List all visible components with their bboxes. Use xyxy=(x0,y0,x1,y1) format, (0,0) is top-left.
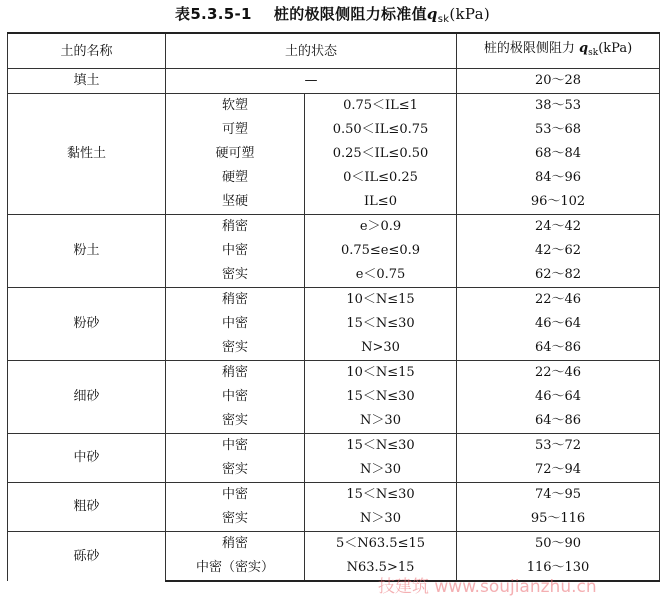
soil-condition-cell: N63.5>15 xyxy=(305,556,457,581)
resistance-value-cell: 95～116 xyxy=(457,507,660,532)
caption-symbol: q xyxy=(426,5,438,23)
resistance-value-cell: 64～86 xyxy=(457,336,660,361)
soil-state-cell: 稍密 xyxy=(166,288,305,313)
soil-state-cell: 稍密 xyxy=(166,361,305,386)
resistance-value-cell: 50～90 xyxy=(457,532,660,557)
resistance-value-cell: 53～68 xyxy=(457,118,660,142)
resistance-value-cell: 22～46 xyxy=(457,361,660,386)
header-resistance xyxy=(457,33,660,69)
soil-state-cell: 密实 xyxy=(166,263,305,288)
soil-condition-cell: 0.50＜IL≤0.75 xyxy=(305,118,457,142)
header-resistance-unit: (kPa) xyxy=(598,41,633,56)
soil-state-cell: 中密 xyxy=(166,239,305,263)
soil-condition-cell: 15＜N≤30 xyxy=(305,385,457,409)
soil-name-cell: 中砂 xyxy=(8,434,166,483)
soil-state-cell: 中密 xyxy=(166,385,305,409)
soil-name-cell: 细砂 xyxy=(8,361,166,434)
soil-condition-cell: 0.75≤e≤0.9 xyxy=(305,239,457,263)
table-row xyxy=(8,69,660,94)
resistance-value-cell: 96～102 xyxy=(457,190,660,215)
resistance-value-cell: 46～64 xyxy=(457,312,660,336)
soil-condition-cell: 0.25＜IL≤0.50 xyxy=(305,142,457,166)
resistance-value-cell: 53～72 xyxy=(457,434,660,459)
soil-state-cell: 稍密 xyxy=(166,532,305,557)
soil-state-cell: 密实 xyxy=(166,458,305,483)
header-soil-state: 土的状态 xyxy=(166,33,457,69)
soil-state-cell: 软塑 xyxy=(166,94,305,119)
soil-condition-cell: — xyxy=(166,69,457,94)
soil-state-cell: 中密 xyxy=(166,483,305,508)
watermark: 技建筑 www.soujianzhu.cn xyxy=(378,577,597,597)
resistance-value-cell: 38～53 xyxy=(457,94,660,119)
table-row xyxy=(8,288,660,313)
header-resistance-text: 桩的极限侧阻力 xyxy=(483,41,575,56)
caption-symbol-sub: sk xyxy=(437,14,450,25)
resistance-table xyxy=(7,32,660,582)
caption-prefix: 表5.3.5-1 xyxy=(175,5,252,23)
resistance-value-cell: 116～130 xyxy=(457,556,660,581)
soil-condition-cell: N>30 xyxy=(305,336,457,361)
soil-name-cell: 填土 xyxy=(8,69,166,94)
soil-condition-cell: IL≤0 xyxy=(305,190,457,215)
header-soil-name: 土的名称 xyxy=(8,33,166,69)
table-row xyxy=(8,434,660,459)
table-caption xyxy=(0,4,665,30)
resistance-value-cell: 24～42 xyxy=(457,215,660,240)
soil-state-cell: 密实 xyxy=(166,507,305,532)
soil-state-cell: 中密（密实） xyxy=(166,556,305,581)
soil-state-cell: 硬塑 xyxy=(166,166,305,190)
table-row xyxy=(8,532,660,557)
soil-condition-cell: N＞30 xyxy=(305,458,457,483)
soil-condition-cell: 5＜N63.5≤15 xyxy=(305,532,457,557)
soil-condition-cell: e＜0.75 xyxy=(305,263,457,288)
table-body xyxy=(8,69,660,582)
soil-name-cell: 粉砂 xyxy=(8,288,166,361)
caption-unit: (kPa) xyxy=(449,5,490,23)
soil-state-cell: 中密 xyxy=(166,434,305,459)
table-row xyxy=(8,215,660,240)
soil-name-cell: 砾砂 xyxy=(8,532,166,582)
soil-condition-cell: N＞30 xyxy=(305,409,457,434)
resistance-value-cell: 84～96 xyxy=(457,166,660,190)
resistance-value-cell: 74～95 xyxy=(457,483,660,508)
soil-condition-cell: 10＜N≤15 xyxy=(305,288,457,313)
soil-condition-cell: e＞0.9 xyxy=(305,215,457,240)
soil-state-cell: 密实 xyxy=(166,409,305,434)
resistance-value-cell: 68～84 xyxy=(457,142,660,166)
resistance-value-cell: 62～82 xyxy=(457,263,660,288)
resistance-value-cell: 46～64 xyxy=(457,385,660,409)
resistance-value-cell: 20～28 xyxy=(457,69,660,94)
soil-state-cell: 稍密 xyxy=(166,215,305,240)
table-header-row xyxy=(8,33,660,69)
soil-state-cell: 密实 xyxy=(166,336,305,361)
soil-condition-cell: 15＜N≤30 xyxy=(305,434,457,459)
soil-state-cell: 中密 xyxy=(166,312,305,336)
caption-text: 桩的极限侧阻力标准值 xyxy=(273,5,427,23)
table-row xyxy=(8,94,660,119)
resistance-value-cell: 22～46 xyxy=(457,288,660,313)
soil-name-cell: 粉土 xyxy=(8,215,166,288)
soil-condition-cell: 10＜N≤15 xyxy=(305,361,457,386)
soil-condition-cell: 0.75＜IL≤1 xyxy=(305,94,457,119)
resistance-value-cell: 42～62 xyxy=(457,239,660,263)
soil-name-cell: 黏性土 xyxy=(8,94,166,215)
soil-state-cell: 坚硬 xyxy=(166,190,305,215)
soil-state-cell: 硬可塑 xyxy=(166,142,305,166)
table-row xyxy=(8,361,660,386)
soil-name-cell: 粗砂 xyxy=(8,483,166,532)
soil-condition-cell: 0＜IL≤0.25 xyxy=(305,166,457,190)
resistance-value-cell: 64～86 xyxy=(457,409,660,434)
soil-state-cell: 可塑 xyxy=(166,118,305,142)
soil-condition-cell: 15＜N≤30 xyxy=(305,312,457,336)
table-row xyxy=(8,483,660,508)
soil-condition-cell: N＞30 xyxy=(305,507,457,532)
resistance-value-cell: 72～94 xyxy=(457,458,660,483)
header-resistance-symbol: $q_{sk}$ xyxy=(579,41,599,58)
soil-condition-cell: 15＜N≤30 xyxy=(305,483,457,508)
